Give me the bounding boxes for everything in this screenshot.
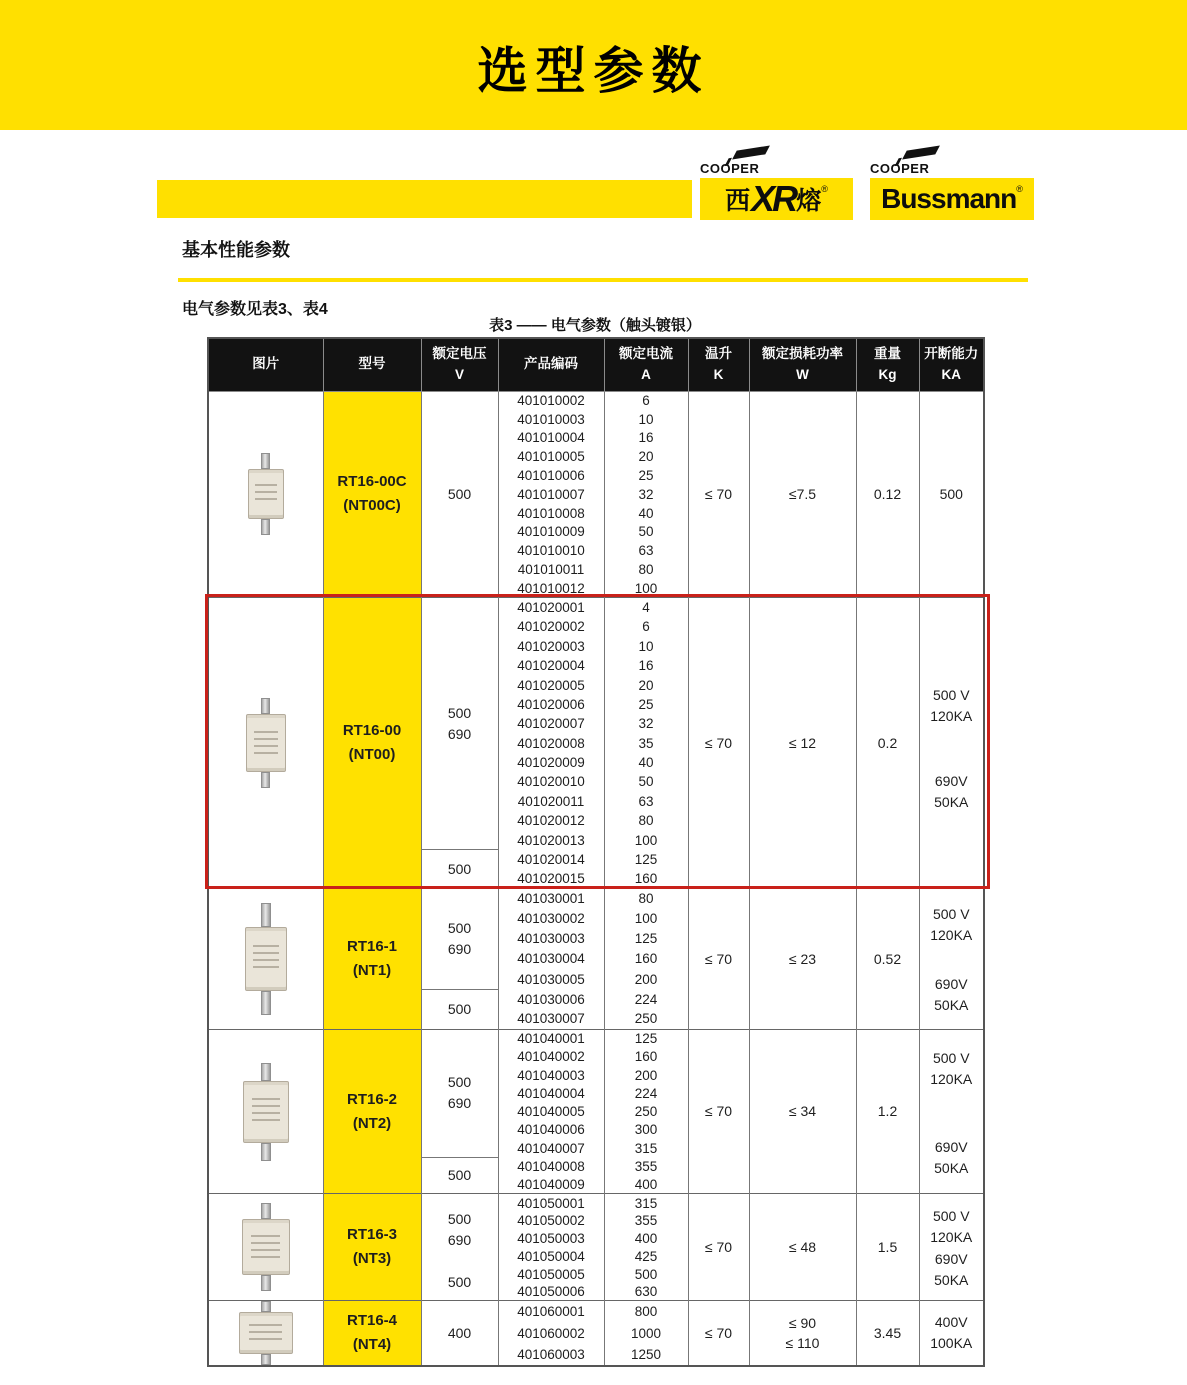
current-cell: 1000 — [604, 1323, 688, 1345]
current-cell: 160 — [604, 869, 688, 888]
temp-rise-cell: ≤ 70 — [688, 1301, 749, 1367]
current-cell: 50 — [604, 523, 688, 542]
breaking-capacity-cell — [919, 598, 984, 889]
product-code-cell: 401020014 — [498, 850, 604, 869]
product-code-cell: 401020002 — [498, 617, 604, 636]
product-code-cell: 401040007 — [498, 1139, 604, 1157]
voltage-cell: 500 690 — [421, 1194, 498, 1265]
product-code-cell: 401030001 — [498, 889, 604, 909]
column-header: 开断能力 KA — [919, 338, 984, 391]
fuse-photo-cell — [208, 598, 323, 889]
fuse-image — [209, 903, 323, 1015]
column-header: 额定电流 A — [604, 338, 688, 391]
product-code-cell: 401060002 — [498, 1323, 604, 1345]
current-cell: 125 — [604, 1029, 688, 1047]
cooper-flag-icon — [902, 145, 940, 159]
column-header: 产品编码 — [498, 338, 604, 391]
voltage-cell: 500 — [421, 989, 498, 1029]
current-cell: 40 — [604, 504, 688, 523]
current-cell: 10 — [604, 410, 688, 429]
breaking-top-group: 500 V 120KA — [930, 906, 973, 944]
intro-text: 电气参数见表3、表4 — [182, 301, 328, 318]
current-cell: 425 — [604, 1247, 688, 1265]
breaking-capacity-cell — [919, 1194, 984, 1301]
model-cell: RT16-4 (NT4) — [323, 1301, 421, 1367]
fuse-label — [253, 945, 279, 971]
product-code-cell: 401040001 — [498, 1029, 604, 1047]
current-cell: 4 — [604, 598, 688, 617]
current-cell: 80 — [604, 889, 688, 909]
breaking-bottom-group: 690V 50KA — [934, 1138, 969, 1176]
current-cell: 400 — [604, 1230, 688, 1248]
fuse-image — [209, 1301, 323, 1365]
product-code-cell: 401060003 — [498, 1344, 604, 1366]
electrical-params-table — [207, 337, 985, 1367]
breaking-capacity-cell — [919, 1029, 984, 1194]
current-cell: 315 — [604, 1139, 688, 1157]
voltage-cell: 500 690 — [421, 889, 498, 989]
product-code-cell: 401020012 — [498, 811, 604, 830]
current-cell: 300 — [604, 1121, 688, 1139]
fuse-top-blade — [261, 1301, 271, 1312]
temp-rise-cell: ≤ 70 — [688, 391, 749, 598]
current-cell: 32 — [604, 714, 688, 733]
product-code-cell: 401050003 — [498, 1230, 604, 1248]
current-cell: 355 — [604, 1157, 688, 1175]
product-code-cell: 401050005 — [498, 1265, 604, 1283]
current-cell: 6 — [604, 391, 688, 410]
fuse-label — [249, 1324, 282, 1341]
column-header: 重量 Kg — [856, 338, 919, 391]
power-loss-cell: ≤ 12 — [749, 598, 856, 889]
product-code-cell: 401040008 — [498, 1157, 604, 1175]
current-cell: 80 — [604, 560, 688, 579]
product-code-cell: 401020015 — [498, 869, 604, 888]
breaking-bottom-group: 690V 50KA — [934, 976, 969, 1014]
current-cell: 10 — [604, 637, 688, 656]
section-divider — [178, 278, 1028, 282]
cooper-flag-icon — [732, 145, 770, 159]
current-cell: 125 — [604, 850, 688, 869]
fuse-photo-cell — [208, 1194, 323, 1301]
product-code-cell: 401010006 — [498, 466, 604, 485]
current-cell: 40 — [604, 753, 688, 772]
current-cell: 630 — [604, 1283, 688, 1301]
breaking-capacity-cell: 500 — [919, 391, 984, 598]
fuse-body — [248, 469, 284, 519]
product-row — [208, 391, 984, 410]
current-cell: 80 — [604, 811, 688, 830]
current-cell: 6 — [604, 617, 688, 636]
product-code-cell: 401020008 — [498, 734, 604, 753]
product-code-cell: 401030004 — [498, 949, 604, 969]
current-cell: 100 — [604, 830, 688, 849]
header-row — [208, 338, 984, 391]
current-cell: 35 — [604, 734, 688, 753]
product-code-cell: 401010005 — [498, 447, 604, 466]
temp-rise-cell: ≤ 70 — [688, 1194, 749, 1301]
weight-cell: 0.52 — [856, 889, 919, 1030]
current-cell: 250 — [604, 1009, 688, 1029]
fuse-bottom-blade — [261, 1354, 271, 1365]
product-code-cell: 401040002 — [498, 1048, 604, 1066]
fuse-image — [209, 453, 323, 535]
fuse-photo-cell — [208, 889, 323, 1030]
product-code-cell: 401050001 — [498, 1194, 604, 1212]
column-header: 温升 K — [688, 338, 749, 391]
fuse-body — [239, 1312, 293, 1354]
product-code-cell: 401010003 — [498, 410, 604, 429]
bussmann-logo: Bussmann ® — [870, 178, 1034, 220]
fuse-body — [245, 927, 287, 991]
product-code-cell: 401020006 — [498, 695, 604, 714]
column-header: 型号 — [323, 338, 421, 391]
product-code-cell: 401050004 — [498, 1247, 604, 1265]
product-code-cell: 401020004 — [498, 656, 604, 675]
product-row — [208, 1029, 984, 1047]
column-header: 图片 — [208, 338, 323, 391]
current-cell: 800 — [604, 1301, 688, 1323]
fuse-image — [209, 698, 323, 788]
product-code-cell: 401040004 — [498, 1084, 604, 1102]
fuse-photo-cell — [208, 391, 323, 598]
table-body — [208, 391, 984, 1366]
current-cell: 250 — [604, 1102, 688, 1120]
product-row — [208, 889, 984, 909]
current-cell: 63 — [604, 541, 688, 560]
weight-cell: 0.2 — [856, 598, 919, 889]
voltage-cell: 500 — [421, 391, 498, 598]
product-code-cell: 401020001 — [498, 598, 604, 617]
column-header: 额定损耗功率 W — [749, 338, 856, 391]
power-loss-cell: ≤7.5 — [749, 391, 856, 598]
current-cell: 63 — [604, 792, 688, 811]
current-cell: 16 — [604, 429, 688, 448]
top-banner — [0, 0, 1187, 130]
fuse-label — [255, 484, 277, 504]
voltage-cell: 500 — [421, 1157, 498, 1194]
fuse-photo-cell — [208, 1301, 323, 1367]
fuse-label — [251, 1235, 280, 1258]
weight-cell: 3.45 — [856, 1301, 919, 1367]
model-cell: RT16-1 (NT1) — [323, 889, 421, 1030]
fuse-top-blade — [261, 903, 271, 927]
product-row — [208, 1194, 984, 1212]
current-cell: 50 — [604, 772, 688, 791]
current-cell: 200 — [604, 969, 688, 989]
page-title: 选型参数 — [477, 43, 710, 99]
product-code-cell: 401050002 — [498, 1212, 604, 1230]
breaking-bottom-group: 690V 50KA — [934, 1250, 969, 1288]
current-cell: 25 — [604, 695, 688, 714]
voltage-cell: 500 — [421, 1265, 498, 1301]
product-code-cell: 401030006 — [498, 989, 604, 1009]
product-code-cell: 401020010 — [498, 772, 604, 791]
product-code-cell: 401010004 — [498, 429, 604, 448]
current-cell: 100 — [604, 579, 688, 598]
power-loss-cell: ≤ 48 — [749, 1194, 856, 1301]
fuse-bottom-blade — [261, 991, 271, 1015]
xr-logo: 西 XR 熔 ® — [700, 178, 853, 220]
current-cell: 20 — [604, 675, 688, 694]
fuse-body — [246, 714, 286, 772]
product-code-cell: 401010008 — [498, 504, 604, 523]
cooper-wordmark: COOPER — [700, 146, 853, 178]
product-code-cell: 401010007 — [498, 485, 604, 504]
product-code-cell: 401020009 — [498, 753, 604, 772]
current-cell: 1250 — [604, 1344, 688, 1366]
temp-rise-cell: ≤ 70 — [688, 1029, 749, 1194]
fuse-top-blade — [261, 1063, 271, 1081]
product-row — [208, 598, 984, 617]
current-cell: 500 — [604, 1265, 688, 1283]
breaking-top-group: 500 V 120KA — [930, 1208, 973, 1246]
current-cell: 355 — [604, 1212, 688, 1230]
xr-logo-group — [700, 146, 853, 220]
product-code-cell: 401010011 — [498, 560, 604, 579]
cooper-wordmark: COOPER — [870, 146, 1034, 178]
model-cell: RT16-00 (NT00) — [323, 598, 421, 889]
table-caption: 表3 —— 电气参数（触头镀银） — [489, 317, 701, 334]
fuse-image — [209, 1063, 323, 1161]
fuse-label — [252, 1098, 280, 1123]
product-code-cell: 401040005 — [498, 1102, 604, 1120]
temp-rise-cell: ≤ 70 — [688, 598, 749, 889]
fuse-bottom-blade — [261, 1143, 271, 1161]
fuse-image — [209, 1203, 323, 1291]
current-cell: 224 — [604, 1084, 688, 1102]
voltage-cell: 400 — [421, 1301, 498, 1367]
current-cell: 100 — [604, 909, 688, 929]
voltage-cell: 500 690 — [421, 598, 498, 850]
current-cell: 315 — [604, 1194, 688, 1212]
fuse-top-blade — [261, 1203, 271, 1219]
breaking-top-group: 500 V 120KA — [930, 1049, 973, 1087]
product-code-cell: 401020007 — [498, 714, 604, 733]
weight-cell: 0.12 — [856, 391, 919, 598]
brand-bar — [157, 180, 692, 218]
model-cell: RT16-2 (NT2) — [323, 1029, 421, 1194]
weight-cell: 1.2 — [856, 1029, 919, 1194]
model-cell: RT16-3 (NT3) — [323, 1194, 421, 1301]
bussmann-logo-group — [870, 146, 1034, 220]
temp-rise-cell: ≤ 70 — [688, 889, 749, 1030]
model-cell: RT16-00C (NT00C) — [323, 391, 421, 598]
product-code-cell: 401010009 — [498, 523, 604, 542]
power-loss-cell: ≤ 34 — [749, 1029, 856, 1194]
product-code-cell: 401030003 — [498, 929, 604, 949]
product-code-cell: 401010012 — [498, 579, 604, 598]
product-code-cell: 401030007 — [498, 1009, 604, 1029]
product-row — [208, 1301, 984, 1323]
product-code-cell: 401020003 — [498, 637, 604, 656]
current-cell: 400 — [604, 1176, 688, 1194]
product-code-cell: 401040006 — [498, 1121, 604, 1139]
section-heading: 基本性能参数 — [182, 240, 290, 260]
breaking-capacity-cell — [919, 889, 984, 1030]
product-code-cell: 401020005 — [498, 675, 604, 694]
voltage-cell: 500 690 — [421, 1029, 498, 1157]
power-loss-cell: ≤ 23 — [749, 889, 856, 1030]
breaking-capacity-cell: 400V 100KA — [919, 1301, 984, 1367]
table-head — [208, 338, 984, 391]
fuse-body — [243, 1081, 289, 1143]
weight-cell: 1.5 — [856, 1194, 919, 1301]
voltage-cell: 500 — [421, 850, 498, 889]
current-cell: 160 — [604, 949, 688, 969]
fuse-body — [242, 1219, 290, 1275]
current-cell: 32 — [604, 485, 688, 504]
current-cell: 200 — [604, 1066, 688, 1084]
current-cell: 224 — [604, 989, 688, 1009]
product-code-cell: 401040009 — [498, 1176, 604, 1194]
current-cell: 160 — [604, 1048, 688, 1066]
fuse-top-blade — [261, 453, 270, 469]
product-code-cell: 401040003 — [498, 1066, 604, 1084]
current-cell: 16 — [604, 656, 688, 675]
product-code-cell: 401050006 — [498, 1283, 604, 1301]
breaking-top-group: 500 V 120KA — [930, 687, 973, 725]
product-code-cell: 401060001 — [498, 1301, 604, 1323]
breaking-bottom-group: 690V 50KA — [934, 772, 969, 810]
product-code-cell: 401030005 — [498, 969, 604, 989]
power-loss-cell: ≤ 90 ≤ 110 — [749, 1301, 856, 1367]
column-header: 额定电压 V — [421, 338, 498, 391]
current-cell: 125 — [604, 929, 688, 949]
fuse-bottom-blade — [261, 519, 270, 535]
product-code-cell: 401020013 — [498, 830, 604, 849]
current-cell: 25 — [604, 466, 688, 485]
product-code-cell: 401020011 — [498, 792, 604, 811]
product-code-cell: 401010002 — [498, 391, 604, 410]
fuse-bottom-blade — [261, 772, 270, 788]
fuse-label — [254, 731, 278, 755]
current-cell: 20 — [604, 447, 688, 466]
product-code-cell: 401030002 — [498, 909, 604, 929]
fuse-bottom-blade — [261, 1275, 271, 1291]
fuse-photo-cell — [208, 1029, 323, 1194]
fuse-top-blade — [261, 698, 270, 714]
product-code-cell: 401010010 — [498, 541, 604, 560]
